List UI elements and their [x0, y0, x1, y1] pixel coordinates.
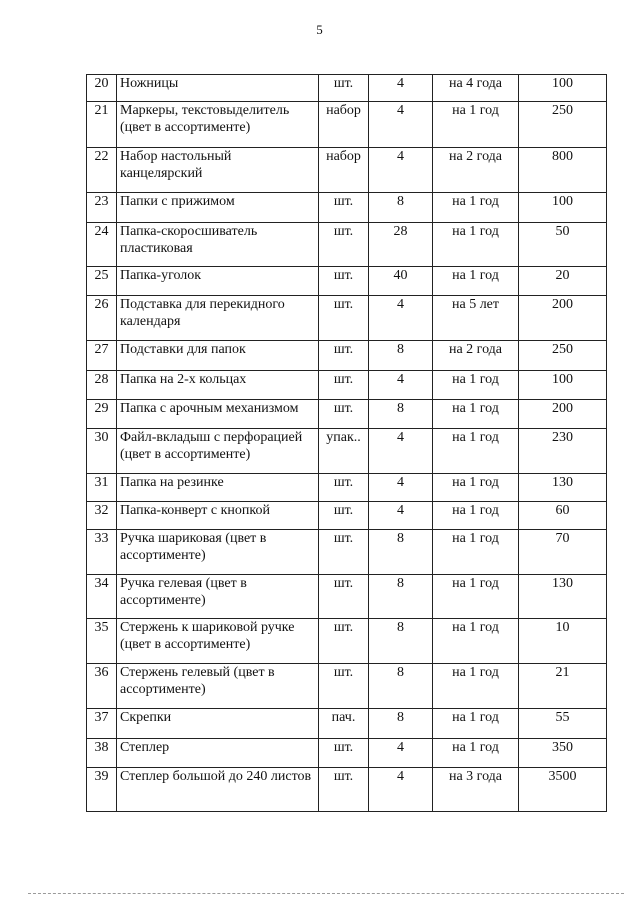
- item-name: Степлер большой до 240 листов: [117, 768, 319, 812]
- row-number: 27: [87, 341, 117, 371]
- row-number: 20: [87, 75, 117, 102]
- item-period: на 1 год: [433, 664, 519, 709]
- item-price: 250: [519, 102, 607, 148]
- item-unit: шт.: [319, 575, 369, 619]
- table-row: [87, 739, 607, 768]
- item-price: 100: [519, 371, 607, 400]
- row-number: 39: [87, 768, 117, 812]
- item-price: 10: [519, 619, 607, 664]
- item-quantity: 8: [369, 193, 433, 223]
- table-row: [87, 664, 607, 709]
- item-price: 800: [519, 148, 607, 193]
- item-unit: шт.: [319, 502, 369, 530]
- row-number: 34: [87, 575, 117, 619]
- item-period: на 1 год: [433, 575, 519, 619]
- row-number: 26: [87, 296, 117, 341]
- row-number: 29: [87, 400, 117, 429]
- item-period: на 1 год: [433, 400, 519, 429]
- row-number: 30: [87, 429, 117, 474]
- item-name: Папка-скоросшиватель пластиковая: [117, 223, 319, 267]
- item-period: на 1 год: [433, 193, 519, 223]
- table-row: [87, 474, 607, 502]
- item-price: 250: [519, 341, 607, 371]
- table-row: [87, 619, 607, 664]
- item-period: на 2 года: [433, 148, 519, 193]
- item-unit: шт.: [319, 75, 369, 102]
- item-quantity: 4: [369, 371, 433, 400]
- item-unit: упак..: [319, 429, 369, 474]
- row-number: 28: [87, 371, 117, 400]
- item-quantity: 8: [369, 341, 433, 371]
- supplies-table-body: [87, 75, 607, 812]
- table-row: [87, 502, 607, 530]
- item-period: на 1 год: [433, 502, 519, 530]
- row-number: 33: [87, 530, 117, 575]
- item-quantity: 8: [369, 619, 433, 664]
- table-row: [87, 768, 607, 812]
- item-quantity: 4: [369, 296, 433, 341]
- table-row: [87, 575, 607, 619]
- item-name: Подставка для перекидного календаря: [117, 296, 319, 341]
- item-price: 130: [519, 474, 607, 502]
- item-period: на 1 год: [433, 223, 519, 267]
- item-unit: шт.: [319, 296, 369, 341]
- item-quantity: 4: [369, 502, 433, 530]
- item-unit: шт.: [319, 267, 369, 296]
- row-number: 36: [87, 664, 117, 709]
- row-number: 22: [87, 148, 117, 193]
- item-quantity: 4: [369, 739, 433, 768]
- table-row: [87, 296, 607, 341]
- item-unit: шт.: [319, 371, 369, 400]
- item-unit: шт.: [319, 341, 369, 371]
- item-name: Ножницы: [117, 75, 319, 102]
- table-row: [87, 102, 607, 148]
- item-unit: шт.: [319, 530, 369, 575]
- item-name: Набор настольный канцелярский: [117, 148, 319, 193]
- item-quantity: 8: [369, 575, 433, 619]
- item-price: 130: [519, 575, 607, 619]
- item-quantity: 4: [369, 148, 433, 193]
- item-quantity: 8: [369, 709, 433, 739]
- row-number: 35: [87, 619, 117, 664]
- item-price: 3500: [519, 768, 607, 812]
- item-name: Степлер: [117, 739, 319, 768]
- row-number: 21: [87, 102, 117, 148]
- item-quantity: 4: [369, 429, 433, 474]
- item-price: 55: [519, 709, 607, 739]
- item-name: Файл-вкладыш с перфорацией (цвет в ассортименте): [117, 429, 319, 474]
- item-name: Маркеры, текстовыделитель (цвет в ассортименте): [117, 102, 319, 148]
- item-name: Ручка гелевая (цвет в ассортименте): [117, 575, 319, 619]
- page-number: 5: [316, 22, 323, 37]
- table-row: [87, 267, 607, 296]
- item-name: Папка на резинке: [117, 474, 319, 502]
- table-row: [87, 371, 607, 400]
- item-price: 100: [519, 75, 607, 102]
- item-period: на 1 год: [433, 709, 519, 739]
- item-price: 100: [519, 193, 607, 223]
- item-price: 70: [519, 530, 607, 575]
- row-number: 23: [87, 193, 117, 223]
- item-period: на 1 год: [433, 102, 519, 148]
- item-unit: шт.: [319, 664, 369, 709]
- item-unit: шт.: [319, 474, 369, 502]
- item-unit: шт.: [319, 619, 369, 664]
- item-quantity: 8: [369, 530, 433, 575]
- row-number: 24: [87, 223, 117, 267]
- item-price: 20: [519, 267, 607, 296]
- supplies-table: [86, 74, 607, 812]
- item-quantity: 4: [369, 768, 433, 812]
- item-period: на 1 год: [433, 739, 519, 768]
- row-number: 31: [87, 474, 117, 502]
- item-period: на 1 год: [433, 267, 519, 296]
- item-name: Стержень гелевый (цвет в ассортименте): [117, 664, 319, 709]
- item-name: Папка с арочным механизмом: [117, 400, 319, 429]
- table-row: [87, 75, 607, 102]
- item-price: 350: [519, 739, 607, 768]
- item-name: Папки с прижимом: [117, 193, 319, 223]
- item-quantity: 8: [369, 400, 433, 429]
- item-unit: набор: [319, 102, 369, 148]
- item-quantity: 40: [369, 267, 433, 296]
- item-price: 21: [519, 664, 607, 709]
- row-number: 32: [87, 502, 117, 530]
- item-unit: шт.: [319, 768, 369, 812]
- item-period: на 1 год: [433, 619, 519, 664]
- item-name: Скрепки: [117, 709, 319, 739]
- table-row: [87, 148, 607, 193]
- item-name: Ручка шариковая (цвет в ассортименте): [117, 530, 319, 575]
- item-price: 200: [519, 400, 607, 429]
- item-period: на 3 года: [433, 768, 519, 812]
- table-row: [87, 530, 607, 575]
- table-row: [87, 709, 607, 739]
- item-price: 200: [519, 296, 607, 341]
- item-unit: шт.: [319, 223, 369, 267]
- item-name: Папка на 2-х кольцах: [117, 371, 319, 400]
- table-row: [87, 400, 607, 429]
- item-name: Папка-конверт с кнопкой: [117, 502, 319, 530]
- item-quantity: 8: [369, 664, 433, 709]
- item-price: 230: [519, 429, 607, 474]
- item-price: 50: [519, 223, 607, 267]
- footer-divider: [28, 893, 624, 894]
- item-unit: шт.: [319, 739, 369, 768]
- item-name: Подставки для папок: [117, 341, 319, 371]
- table-row: [87, 429, 607, 474]
- row-number: 37: [87, 709, 117, 739]
- row-number: 38: [87, 739, 117, 768]
- item-name: Стержень к шариковой ручке (цвет в ассортименте): [117, 619, 319, 664]
- table-row: [87, 223, 607, 267]
- item-period: на 2 года: [433, 341, 519, 371]
- row-number: 25: [87, 267, 117, 296]
- table-row: [87, 193, 607, 223]
- item-unit: набор: [319, 148, 369, 193]
- item-unit: шт.: [319, 193, 369, 223]
- item-period: на 1 год: [433, 371, 519, 400]
- table-row: [87, 341, 607, 371]
- item-quantity: 4: [369, 102, 433, 148]
- item-period: на 1 год: [433, 429, 519, 474]
- item-unit: пач.: [319, 709, 369, 739]
- item-unit: шт.: [319, 400, 369, 429]
- item-period: на 5 лет: [433, 296, 519, 341]
- item-name: Папка-уголок: [117, 267, 319, 296]
- item-period: на 1 год: [433, 530, 519, 575]
- item-period: на 1 год: [433, 474, 519, 502]
- item-quantity: 28: [369, 223, 433, 267]
- item-period: на 4 года: [433, 75, 519, 102]
- item-quantity: 4: [369, 75, 433, 102]
- item-price: 60: [519, 502, 607, 530]
- item-quantity: 4: [369, 474, 433, 502]
